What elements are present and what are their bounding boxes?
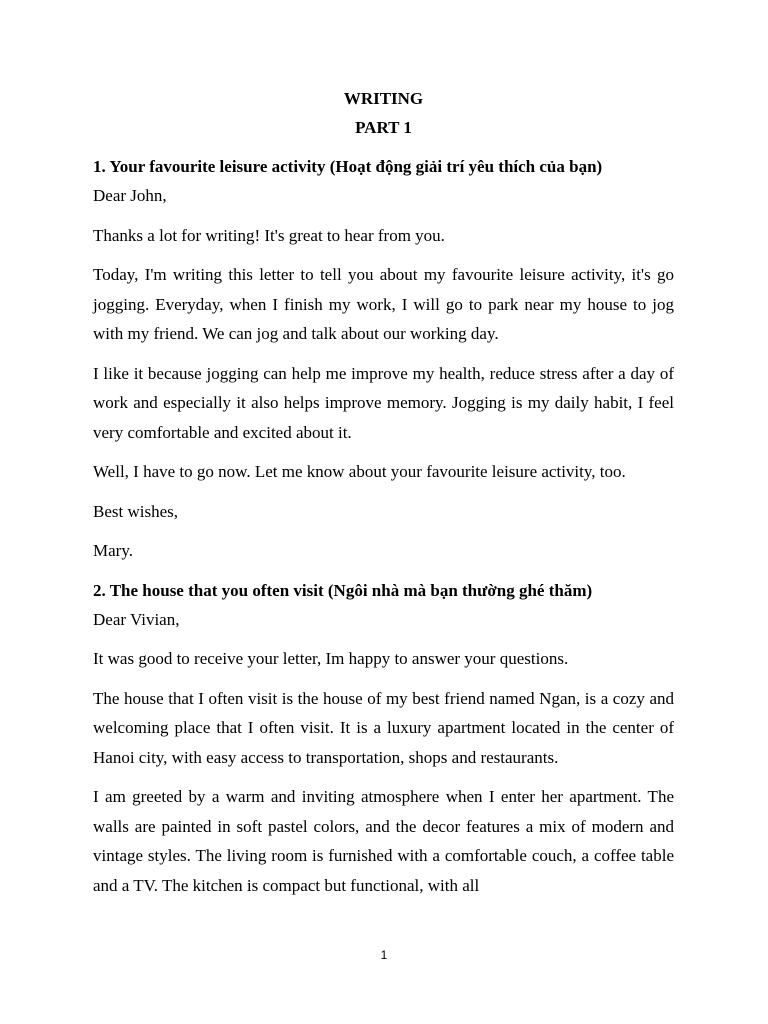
letter-paragraph: Well, I have to go now. Let me know about your favourite leisure activity, too. (93, 462, 626, 481)
document-page (93, 84, 674, 910)
letter-paragraph: Thanks a lot for writing! It's great to hear from you. (93, 225, 445, 245)
letter-salutation: Dear Vivian, (93, 609, 180, 629)
letter-paragraph: It was good to receive your letter, Im happy to answer your questions. (93, 649, 569, 668)
section-heading: 2. The house that you often visit (Ngôi nhà mà bạn thường ghé thăm) (93, 580, 593, 600)
letter-signature: Mary. (93, 541, 133, 560)
section-heading: 1. Your favourite leisure activity (Hoạt động giải trí yêu thích của bạn) (93, 157, 603, 176)
page-number: 1 (380, 948, 388, 962)
document-title: WRITING (343, 89, 424, 108)
letter-paragraph: I am greeted by a warm and inviting atmosphere when I enter her apartment. The walls are painted in soft pastel colors, and the decor features a mix of modern and vintage styles. The living room is furnished with a comfortable couch, a coffee table and a TV. The kitchen is compact but functional, with all (93, 787, 674, 895)
letter-paragraph: The house that I often visit is the house of my best friend named Ngan, is a cozy and welcoming place that I often visit. It is a luxury apartment located in the center of Hanoi city, with easy access to transportation, shops and restaurants. (93, 688, 674, 767)
part-title: PART 1 (355, 118, 412, 137)
letter-paragraph: Today, I'm writing this letter to tell you about my favourite leisure activity, it's go jogging. Everyday, when I finish my work, I will go to park near my house to jog with my friend. We can jog and talk about our working day. (93, 265, 674, 343)
letter-closing: Best wishes, (93, 501, 178, 521)
letter-paragraph: I like it because jogging can help me improve my health, reduce stress after a day of work and especially it also helps improve memory. Jogging is my daily habit, I feel very comfortable and excited about it. (93, 363, 674, 442)
letter-salutation: Dear John, (93, 186, 167, 205)
